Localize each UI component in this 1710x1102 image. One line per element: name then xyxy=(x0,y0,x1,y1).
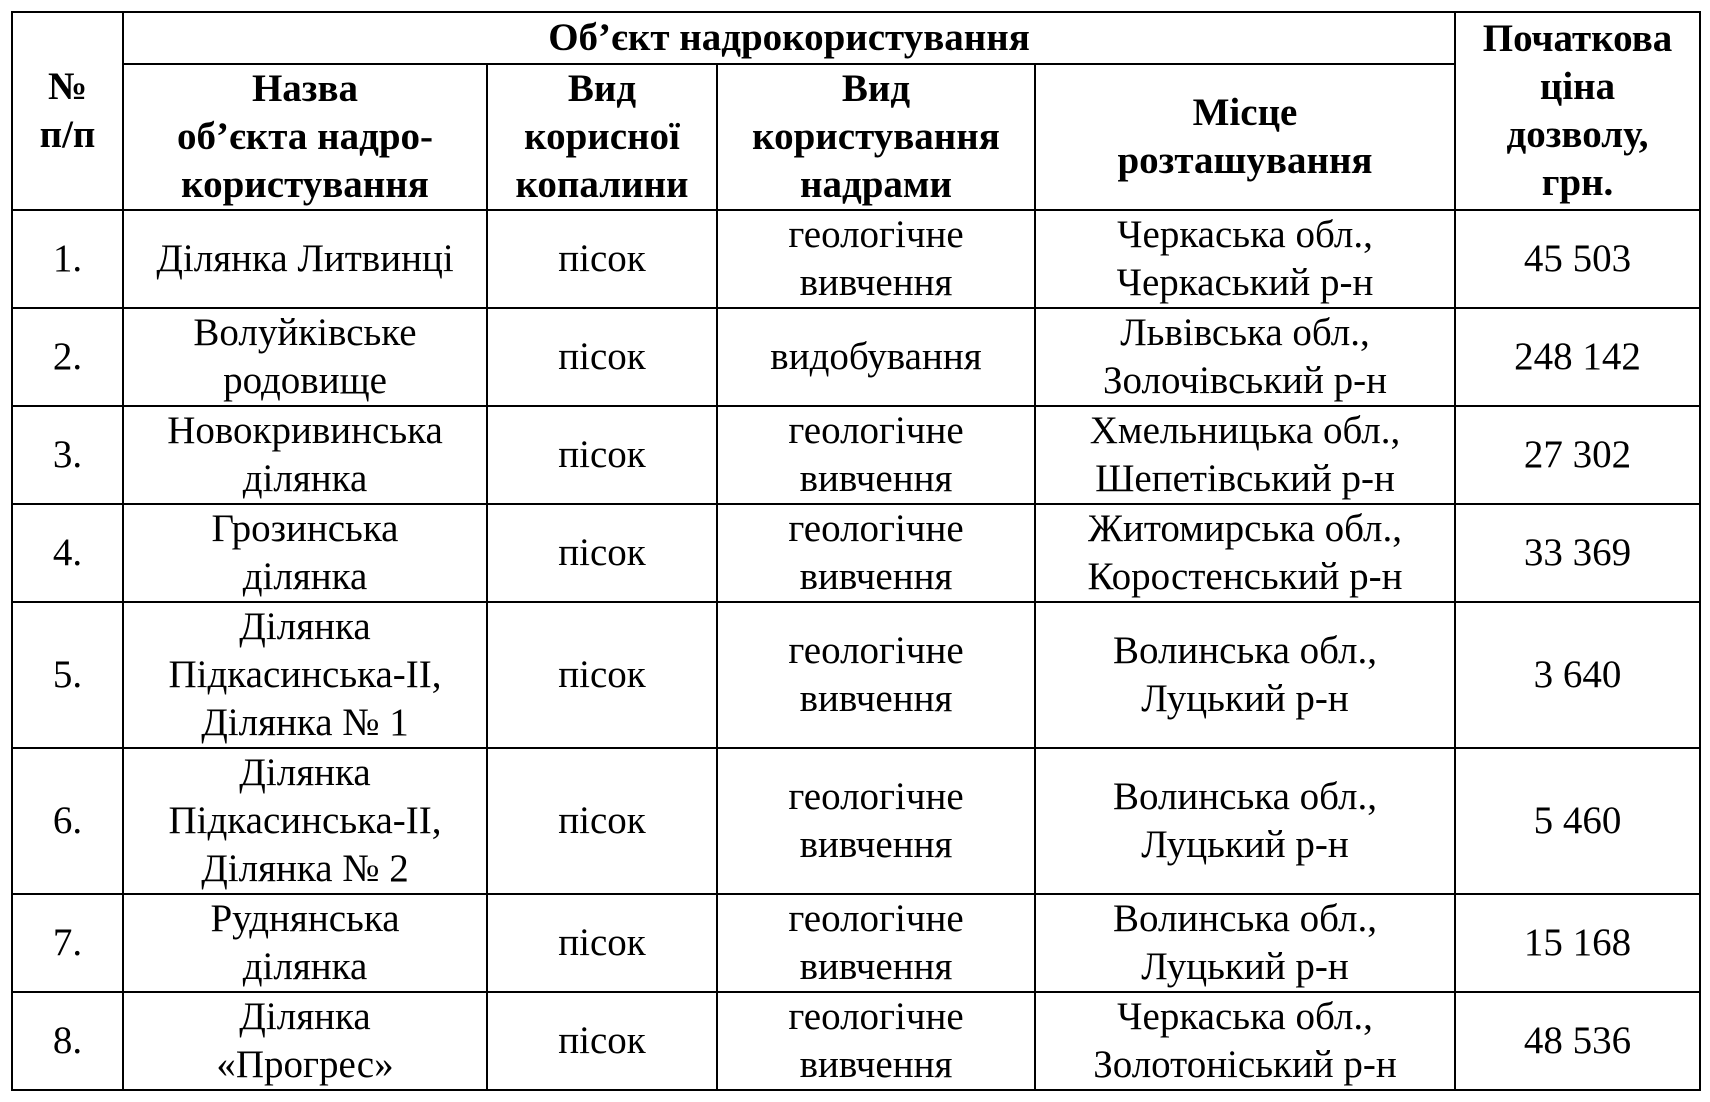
cell-object-name-text: Руднянська ділянка xyxy=(210,897,400,988)
cell-price: 5 460 xyxy=(1455,748,1700,894)
cell-use xyxy=(717,308,1035,406)
cell-number: 4. xyxy=(12,504,123,602)
cell-object-name xyxy=(123,602,487,748)
cell-use xyxy=(717,602,1035,748)
header-object-name-label: Назва об’єкта надро- користування xyxy=(176,67,434,206)
cell-use-text: геологічне вивчення xyxy=(788,775,964,866)
table-row xyxy=(12,894,1700,992)
cell-use-text: геологічне вивчення xyxy=(788,409,964,500)
cell-mineral: пісок xyxy=(487,210,717,308)
cell-location-text: Хмельницька обл., Шепетівський р-н xyxy=(1089,409,1401,500)
cell-price: 15 168 xyxy=(1455,894,1700,992)
cell-use-text: геологічне вивчення xyxy=(788,897,964,988)
header-row-top xyxy=(12,12,1700,64)
cell-object-name xyxy=(123,210,487,308)
header-number xyxy=(12,12,123,210)
cell-object-name xyxy=(123,504,487,602)
cell-location xyxy=(1035,210,1455,308)
header-row-sub xyxy=(12,64,1700,210)
header-use-type-label: Вид користування надрами xyxy=(752,67,1000,206)
cell-location xyxy=(1035,602,1455,748)
cell-location-text: Волинська обл., Луцький р-н xyxy=(1112,897,1378,988)
cell-location xyxy=(1035,894,1455,992)
cell-mineral: пісок xyxy=(487,894,717,992)
cell-object-name xyxy=(123,748,487,894)
header-mineral-type-label: Вид корисної копалини xyxy=(515,67,689,206)
cell-object-name xyxy=(123,406,487,504)
header-object-name xyxy=(123,64,487,210)
cell-location xyxy=(1035,504,1455,602)
cell-use-text: видобування xyxy=(770,335,982,378)
cell-mineral: пісок xyxy=(487,992,717,1090)
cell-location-text: Волинська обл., Луцький р-н xyxy=(1112,775,1378,866)
cell-use-text: геологічне вивчення xyxy=(788,213,964,304)
table-row xyxy=(12,748,1700,894)
header-group-label: Об’єкт надрокористування xyxy=(548,16,1030,59)
header-mineral-type xyxy=(487,64,717,210)
table-row xyxy=(12,406,1700,504)
cell-object-name-text: Ділянка Підкасинська-ІІ, Ділянка № 2 xyxy=(168,751,442,890)
cell-object-name xyxy=(123,308,487,406)
header-location-label: Місце розташування xyxy=(1117,91,1373,182)
cell-mineral: пісок xyxy=(487,748,717,894)
cell-mineral: пісок xyxy=(487,504,717,602)
cell-location-text: Львівська обл., Золочівський р-н xyxy=(1102,311,1387,402)
cell-location xyxy=(1035,748,1455,894)
cell-object-name-text: Грозинська ділянка xyxy=(211,507,399,598)
cell-object-name-text: Ділянка «Прогрес» xyxy=(216,995,394,1086)
cell-object-name-text: Новокривинська ділянка xyxy=(167,409,443,500)
header-price-label: Початкова ціна дозволу, грн. xyxy=(1482,17,1673,204)
cell-object-name-text: Волуйківське родовище xyxy=(193,311,417,402)
cell-object-name xyxy=(123,894,487,992)
cell-price: 48 536 xyxy=(1455,992,1700,1090)
cell-use xyxy=(717,992,1035,1090)
table-row xyxy=(12,992,1700,1090)
cell-object-name-text: Ділянка Литвинці xyxy=(156,237,454,280)
cell-price: 27 302 xyxy=(1455,406,1700,504)
cell-price: 3 640 xyxy=(1455,602,1700,748)
cell-price: 45 503 xyxy=(1455,210,1700,308)
table-body xyxy=(12,210,1700,1090)
header-use-type xyxy=(717,64,1035,210)
cell-number: 7. xyxy=(12,894,123,992)
cell-use xyxy=(717,210,1035,308)
table-row xyxy=(12,504,1700,602)
header-number-label: № п/п xyxy=(39,65,96,156)
cell-mineral: пісок xyxy=(487,602,717,748)
cell-number: 6. xyxy=(12,748,123,894)
cell-location-text: Черкаська обл., Золотоніський р-н xyxy=(1093,995,1397,1086)
cell-number: 1. xyxy=(12,210,123,308)
cell-use-text: геологічне вивчення xyxy=(788,507,964,598)
header-group-subsoil-object xyxy=(123,12,1455,64)
cell-number: 5. xyxy=(12,602,123,748)
cell-number: 2. xyxy=(12,308,123,406)
cell-use xyxy=(717,406,1035,504)
cell-location-text: Черкаська обл., Черкаський р-н xyxy=(1116,213,1374,304)
cell-mineral: пісок xyxy=(487,406,717,504)
cell-price: 248 142 xyxy=(1455,308,1700,406)
subsoil-objects-table xyxy=(11,11,1701,1091)
header-price xyxy=(1455,12,1700,210)
table-header xyxy=(12,12,1700,210)
cell-location-text: Житомирська обл., Коростенський р-н xyxy=(1087,507,1403,598)
cell-location-text: Волинська обл., Луцький р-н xyxy=(1112,629,1378,720)
cell-number: 3. xyxy=(12,406,123,504)
cell-object-name-text: Ділянка Підкасинська-ІІ, Ділянка № 1 xyxy=(168,605,442,744)
table-row xyxy=(12,308,1700,406)
cell-number: 8. xyxy=(12,992,123,1090)
cell-location xyxy=(1035,308,1455,406)
cell-price: 33 369 xyxy=(1455,504,1700,602)
table-row xyxy=(12,602,1700,748)
cell-location xyxy=(1035,406,1455,504)
cell-object-name xyxy=(123,992,487,1090)
cell-use xyxy=(717,504,1035,602)
cell-use-text: геологічне вивчення xyxy=(788,995,964,1086)
cell-mineral: пісок xyxy=(487,308,717,406)
header-location xyxy=(1035,64,1455,210)
cell-use-text: геологічне вивчення xyxy=(788,629,964,720)
cell-use xyxy=(717,748,1035,894)
cell-location xyxy=(1035,992,1455,1090)
table-row xyxy=(12,210,1700,308)
cell-use xyxy=(717,894,1035,992)
